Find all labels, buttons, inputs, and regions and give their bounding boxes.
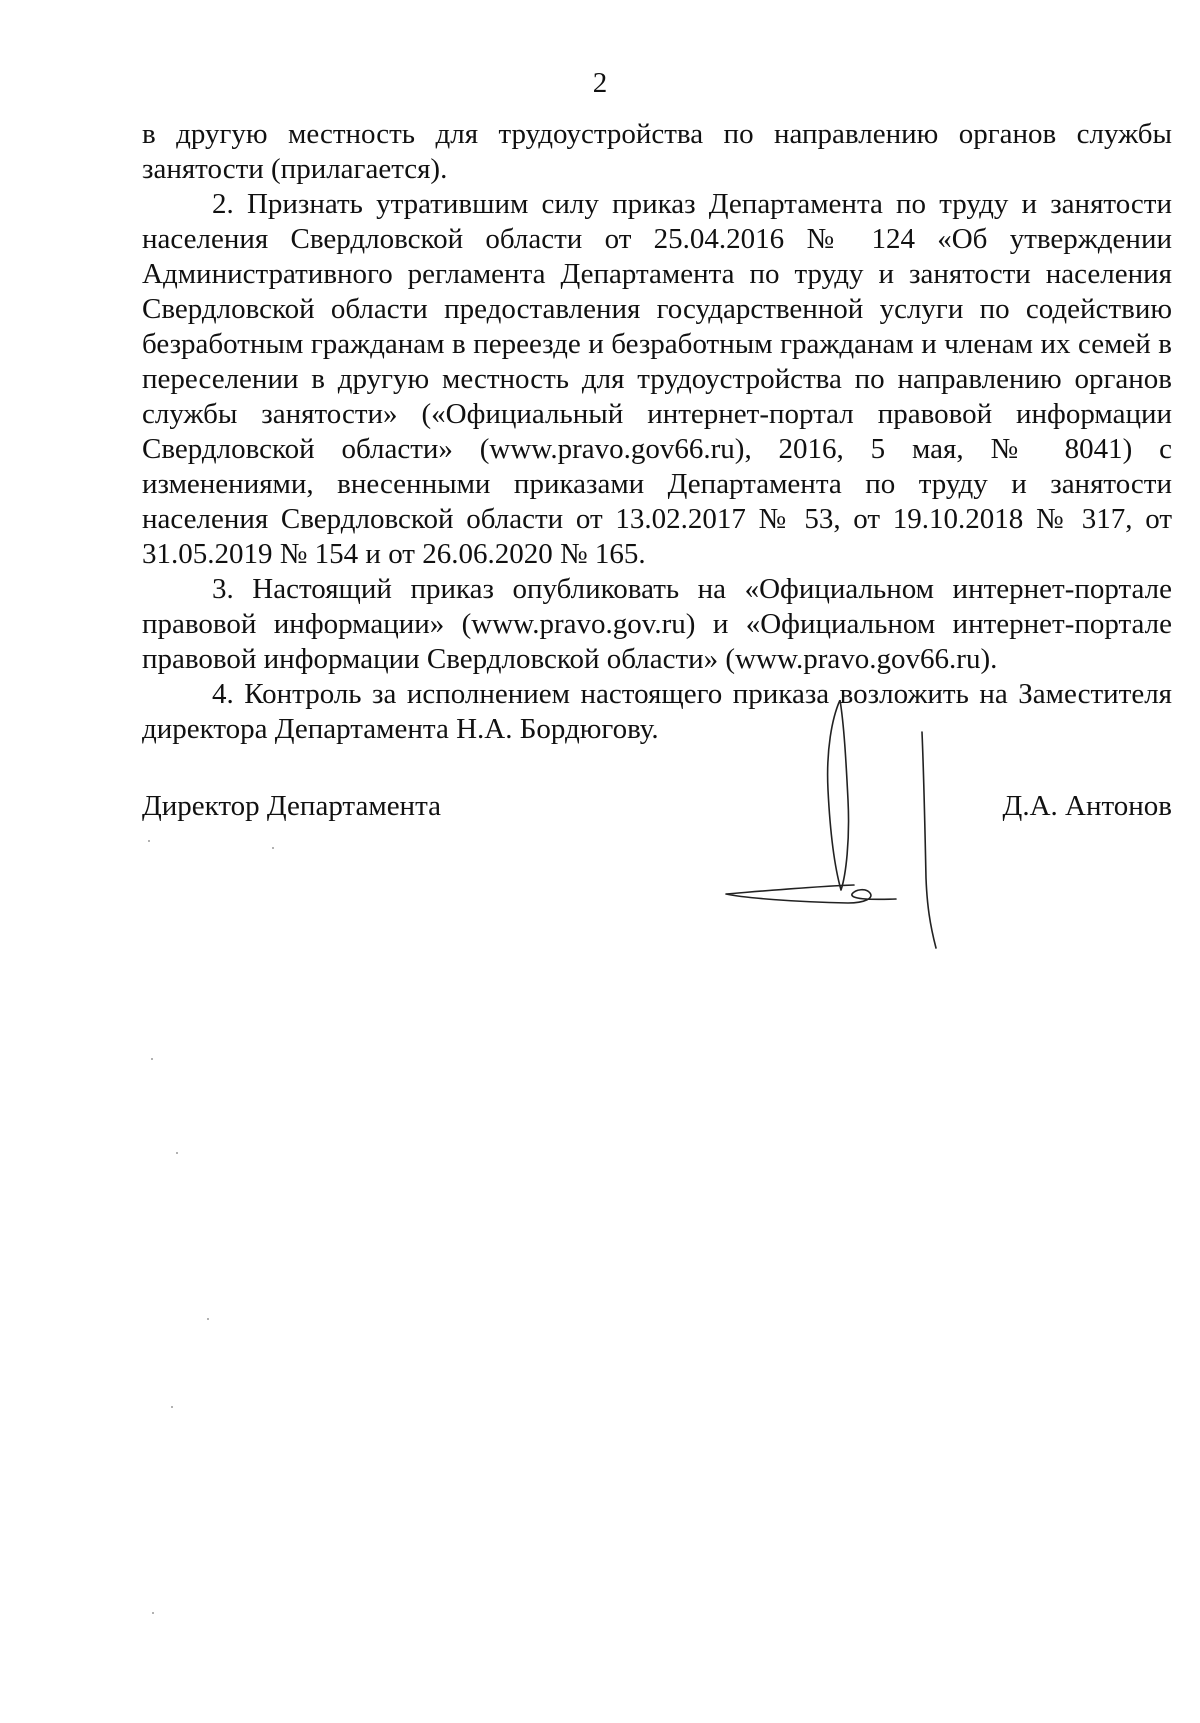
scan-speck bbox=[272, 847, 274, 849]
signer-name: Д.А. Антонов bbox=[1002, 790, 1172, 822]
scan-speck bbox=[176, 1152, 178, 1154]
signer-position: Директор Департамента bbox=[142, 790, 441, 822]
page-number: 2 bbox=[592, 67, 608, 99]
handwritten-signature bbox=[700, 700, 960, 960]
paragraph-item-4: 4. Контроль за исполнением настоящего приказа возложить на Заместителя директора Департамента Н.А. Бордюгову. bbox=[142, 678, 1172, 745]
signature-block bbox=[142, 788, 1172, 824]
scan-speck bbox=[148, 840, 150, 842]
signature-vertical-stroke bbox=[922, 732, 936, 948]
scan-speck bbox=[151, 1058, 153, 1060]
signature-loop-stroke bbox=[828, 700, 849, 890]
scan-speck bbox=[152, 1612, 154, 1614]
paragraph-continuation: в другую местность для трудоустройства по направлению органов службы занятости (прилагается). bbox=[142, 118, 1172, 185]
scan-speck bbox=[207, 1318, 209, 1320]
scan-speck bbox=[171, 1406, 173, 1408]
paragraph-item-2: 2. Признать утратившим силу приказ Департамента по труду и занятости населения Свердловской области от 25.04.2016 № 124 «Об утверждении Административного регламента Департамента по труду и занятости населения Свердловской области предоставления государственной услуги по содействию безработным гражданам в переезде и безработным гражданам и членам их семей в переселении в другую местность для трудоустройства по направлению органов службы занятости» («Официальный интернет-портал правовой информации Свердловской области» (www.pravo.gov66.ru), 2016, 5 мая, № 8041) с изменениями, внесенными приказами Департамента по труду и занятости населения Свердловской области от 13.02.2017 № 53, от 19.10.2018 № 317, от 31.05.2019 № 154 и от 26.06.2020 № 165. bbox=[142, 188, 1172, 570]
signature-base-stroke bbox=[726, 885, 896, 903]
document-body bbox=[142, 117, 1172, 747]
paragraph-item-3: 3. Настоящий приказ опубликовать на «Официальном интернет-портале правовой информации» (www.pravo.gov.ru) и «Официальном интернет-портале правовой информации Свердловской области» (www.pravo.gov66.ru). bbox=[142, 573, 1172, 675]
